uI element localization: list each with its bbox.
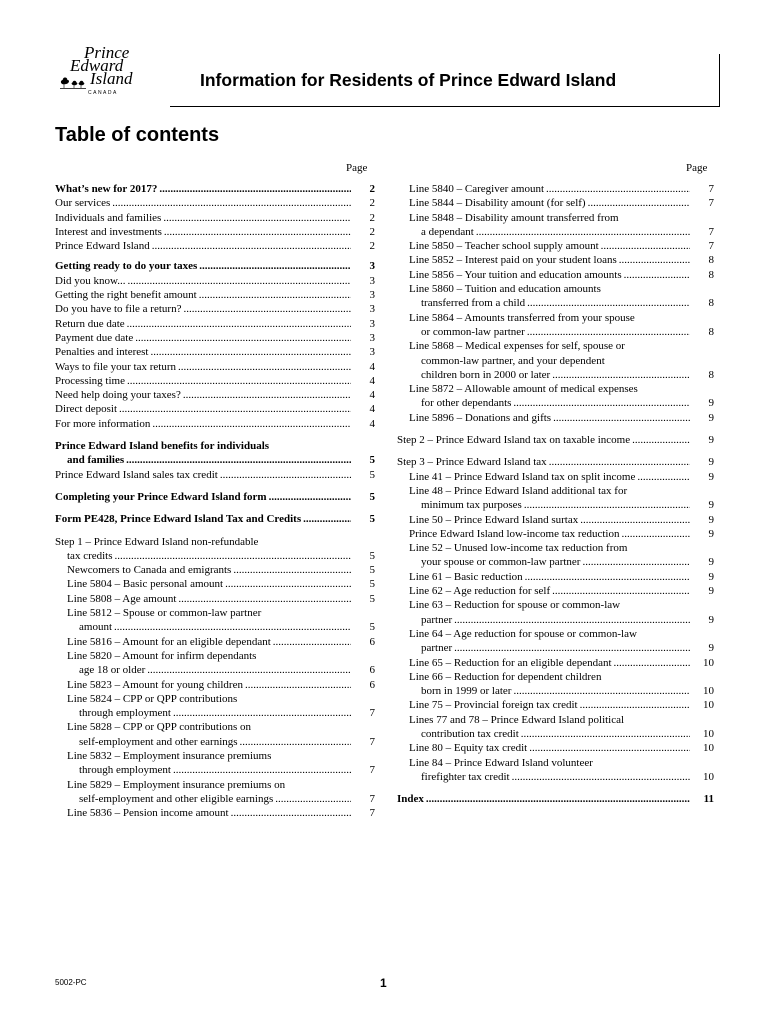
toc-entry-title: Line 80 – Equity tax credit xyxy=(409,742,528,755)
toc-entry-title: Interest and investments xyxy=(55,225,162,238)
toc-entry-title: amount xyxy=(79,621,112,634)
toc-page-number: 8 xyxy=(708,268,714,281)
toc-entry-title: contribution tax credit xyxy=(421,727,519,740)
toc-entry[interactable] xyxy=(55,453,375,467)
dot-leader xyxy=(521,727,690,741)
dot-leader xyxy=(163,211,351,225)
toc-entry-title: Line 5836 – Pension income amount xyxy=(67,807,229,820)
toc-entry-title: transferred from a child xyxy=(421,297,526,310)
toc-entry[interactable] xyxy=(397,684,714,698)
toc-entry[interactable] xyxy=(397,527,714,541)
toc-entry-title: minimum tax purposes xyxy=(421,499,522,512)
toc-entry-title: Getting ready to do your taxes xyxy=(55,260,198,273)
toc-entry[interactable] xyxy=(55,417,375,431)
toc-page-number: 9 xyxy=(708,642,714,655)
toc-entry[interactable] xyxy=(397,584,714,598)
dot-leader xyxy=(173,763,351,777)
toc-entry-continued: Line 5812 – Spouse or common-law partner xyxy=(67,607,262,620)
toc-entry[interactable] xyxy=(397,498,714,512)
dot-leader xyxy=(115,549,351,563)
dot-leader xyxy=(529,741,690,755)
toc-entry-continued: Line 5829 – Employment insurance premiums on xyxy=(67,778,286,791)
toc-page-number: 5 xyxy=(369,564,375,577)
toc-entry[interactable] xyxy=(55,196,375,210)
toc-entry[interactable] xyxy=(397,296,714,310)
dot-leader xyxy=(147,663,351,677)
toc-entry-title: Line 5896 – Donations and gifts xyxy=(409,411,552,424)
toc-entry-continued: Line 48 – Prince Edward Island additional tax for xyxy=(409,484,628,497)
toc-entry[interactable] xyxy=(397,698,714,712)
toc-page-number: 10 xyxy=(703,727,714,740)
toc-entry[interactable] xyxy=(55,345,375,359)
toc-page-number: 4 xyxy=(369,403,375,416)
toc-right-column xyxy=(397,182,714,806)
dot-leader xyxy=(527,296,690,310)
toc-entry[interactable] xyxy=(397,570,714,584)
toc-page-number: 9 xyxy=(708,513,714,526)
toc-entry[interactable] xyxy=(397,239,714,253)
toc-entry-continued: Line 5828 – CPP or QPP contributions on xyxy=(67,721,252,734)
toc-entry-title: Line 5804 – Basic personal amount xyxy=(67,578,224,591)
dot-leader xyxy=(233,563,351,577)
dot-leader xyxy=(220,468,351,482)
dot-leader xyxy=(580,698,690,712)
dot-leader xyxy=(632,433,690,447)
toc-entry-title: Individuals and families xyxy=(55,211,162,224)
toc-entry-continued: Line 5820 – Amount for infirm dependants xyxy=(67,649,257,662)
toc-entry-continued: common-law partner, and your dependent xyxy=(421,354,605,367)
page-column-label-left: Page xyxy=(346,162,368,174)
toc-entry[interactable] xyxy=(55,490,375,504)
toc-entry-title: Getting the right benefit amount xyxy=(55,289,197,302)
toc-entry[interactable] xyxy=(55,592,375,606)
toc-entry-continued: Line 5848 – Disability amount transferred from xyxy=(409,211,619,224)
toc-entry-title: Line 65 – Reduction for an eligible dependant xyxy=(409,656,612,669)
dot-leader xyxy=(199,259,351,273)
document-title: Information for Residents of Prince Edward Island xyxy=(200,70,617,90)
toc-entry-title: Return due date xyxy=(55,317,125,330)
toc-entry[interactable] xyxy=(397,656,714,670)
toc-page-number: 7 xyxy=(708,183,714,195)
dot-leader xyxy=(119,402,351,416)
toc-page-number: 11 xyxy=(703,793,714,806)
dot-leader xyxy=(273,635,351,649)
toc-entry[interactable] xyxy=(55,302,375,316)
toc-page-number: 9 xyxy=(708,411,714,424)
toc-entry[interactable] xyxy=(397,741,714,755)
toc-entry-continued: Line 66 – Reduction for dependent children xyxy=(409,670,602,683)
dot-leader xyxy=(269,490,351,504)
toc-page-number: 6 xyxy=(369,678,375,691)
dot-leader xyxy=(524,498,690,512)
toc-entry[interactable] xyxy=(55,374,375,388)
toc-entry-title: through employment xyxy=(79,764,171,777)
toc-heading: Table of contents xyxy=(55,124,220,146)
toc-page-number: 9 xyxy=(708,527,714,540)
toc-page-number: 5 xyxy=(369,490,375,503)
toc-entry[interactable] xyxy=(55,577,375,591)
toc-entry-title: Line 5840 – Caregiver amount xyxy=(409,183,545,195)
header-rule-vertical xyxy=(719,54,720,106)
toc-entry[interactable] xyxy=(397,433,714,447)
toc-page-number: 9 xyxy=(708,585,714,598)
dot-leader xyxy=(549,455,690,469)
toc-entry[interactable] xyxy=(397,368,714,382)
toc-entry[interactable] xyxy=(55,402,375,416)
toc-entry[interactable] xyxy=(55,678,375,692)
toc-entry[interactable] xyxy=(397,182,714,196)
toc-page-number: 3 xyxy=(369,346,375,359)
toc-entry-title: your spouse or common-law partner xyxy=(421,556,581,569)
toc-page-number: 9 xyxy=(708,434,714,447)
toc-entry-continued: Line 5824 – CPP or QPP contributions xyxy=(67,692,238,705)
toc-page-number: 7 xyxy=(369,707,375,720)
toc-entry-title: Line 5816 – Amount for an eligible dependant xyxy=(67,635,271,648)
toc-entry-title: Payment due date xyxy=(55,331,134,344)
toc-page-number: 3 xyxy=(369,274,375,287)
toc-entry-continued: Line 5860 – Tuition and education amounts xyxy=(409,283,601,296)
toc-entry[interactable] xyxy=(55,792,375,806)
toc-page-number: 3 xyxy=(369,289,375,302)
toc-entry[interactable] xyxy=(397,325,714,339)
toc-page-number: 4 xyxy=(369,389,375,402)
document-header xyxy=(55,40,720,110)
toc-page-number: 5 xyxy=(369,468,375,481)
toc-page-number: 3 xyxy=(369,331,375,344)
dot-leader xyxy=(152,417,351,431)
dot-leader xyxy=(127,274,351,288)
dot-leader xyxy=(199,288,351,302)
dot-leader xyxy=(601,239,690,253)
logo-text-canada: CANADA xyxy=(88,90,118,96)
toc-page-number: 8 xyxy=(708,297,714,310)
toc-entry[interactable] xyxy=(55,735,375,749)
dot-leader xyxy=(127,317,351,331)
toc-page-number: 2 xyxy=(369,240,375,253)
toc-page-number: 7 xyxy=(708,240,714,253)
toc-entry-title: Completing your Prince Edward Island form xyxy=(55,490,267,503)
pei-logo xyxy=(60,45,150,100)
toc-entry[interactable] xyxy=(55,806,375,820)
toc-page-number: 5 xyxy=(369,549,375,562)
toc-entry-title: Did you know... xyxy=(55,274,126,287)
toc-entry[interactable] xyxy=(397,641,714,655)
toc-entry-title: Form PE428, Prince Edward Island Tax and Credits xyxy=(55,513,302,526)
dot-leader xyxy=(231,806,351,820)
toc-entry-title: self-employment and other eligible earnings xyxy=(79,792,274,805)
toc-page-number: 7 xyxy=(708,225,714,238)
toc-entry-title: age 18 or older xyxy=(79,664,146,677)
toc-page-number: 6 xyxy=(369,664,375,677)
logo-text-island: Island xyxy=(90,69,133,88)
toc-page-number: 8 xyxy=(708,325,714,338)
toc-entry-title: partner xyxy=(421,642,453,655)
toc-entry-title: partner xyxy=(421,613,453,626)
toc-entry-title: Prince Edward Island sales tax credit xyxy=(55,468,218,481)
toc-entry-title: Our services xyxy=(55,197,111,210)
toc-entry-continued: Line 5864 – Amounts transferred from your spouse xyxy=(409,311,635,324)
toc-entry[interactable] xyxy=(397,613,714,627)
toc-page-number: 7 xyxy=(369,792,375,805)
toc-entry-title: Need help doing your taxes? xyxy=(55,389,181,402)
dot-leader xyxy=(454,641,690,655)
toc-entry[interactable] xyxy=(397,411,714,425)
dot-leader xyxy=(426,792,690,806)
toc-page-number: 9 xyxy=(708,556,714,569)
toc-entry[interactable] xyxy=(55,288,375,302)
toc-entry-title: Line 5823 – Amount for young children xyxy=(67,678,243,691)
toc-entry[interactable] xyxy=(55,620,375,634)
dot-leader xyxy=(580,513,690,527)
toc-entry[interactable] xyxy=(55,239,375,253)
dot-leader xyxy=(582,555,690,569)
toc-entry-title: Prince Edward Island low-income tax reduction xyxy=(409,527,620,540)
dot-leader xyxy=(126,453,351,467)
toc-entry[interactable] xyxy=(55,388,375,402)
toc-page-number: 7 xyxy=(369,764,375,777)
toc-entry-title: tax credits xyxy=(67,549,113,562)
toc-entry[interactable] xyxy=(55,635,375,649)
dot-leader xyxy=(173,706,351,720)
toc-entry-continued: Line 5868 – Medical expenses for self, spouse or xyxy=(409,340,625,353)
toc-page-number: 5 xyxy=(369,592,375,605)
dot-leader xyxy=(553,411,690,425)
dot-leader xyxy=(527,325,690,339)
toc-entry[interactable] xyxy=(55,182,375,196)
dot-leader xyxy=(624,268,690,282)
toc-page-number: 3 xyxy=(369,303,375,316)
dot-leader xyxy=(240,735,351,749)
dot-leader xyxy=(152,239,351,253)
toc-page-number: 10 xyxy=(703,699,714,712)
toc-entry[interactable] xyxy=(397,727,714,741)
toc-entry[interactable] xyxy=(397,455,714,469)
toc-page-number: 7 xyxy=(708,197,714,210)
toc-page-number: 2 xyxy=(369,225,375,238)
toc-page-number: 4 xyxy=(369,374,375,387)
toc-left-column xyxy=(55,182,375,820)
toc-page-number: 4 xyxy=(369,360,375,373)
toc-entry-title: Line 5852 – Interest paid on your student loans xyxy=(409,254,617,267)
toc-entry[interactable] xyxy=(55,331,375,345)
toc-entry[interactable] xyxy=(55,259,375,273)
toc-entry-title: Prince Edward Island xyxy=(55,240,150,253)
toc-page-number: 9 xyxy=(708,613,714,626)
toc-entry-title: Line 75 – Provincial foreign tax credit xyxy=(409,699,578,712)
dot-leader xyxy=(225,577,351,591)
dot-leader xyxy=(178,360,351,374)
dot-leader xyxy=(245,678,351,692)
toc-page-number: 9 xyxy=(708,499,714,512)
toc-page-number: 4 xyxy=(369,417,375,430)
page-number: 1 xyxy=(380,976,387,990)
dot-leader xyxy=(546,182,690,196)
toc-entry-title: Ways to file your tax return xyxy=(55,360,176,373)
toc-entry-continued: Line 5872 – Allowable amount of medical expenses xyxy=(409,383,638,396)
dot-leader xyxy=(150,345,351,359)
toc-entry[interactable] xyxy=(397,253,714,267)
toc-page-number: 10 xyxy=(703,685,714,698)
dot-leader xyxy=(476,225,690,239)
toc-entry[interactable] xyxy=(55,274,375,288)
toc-entry[interactable] xyxy=(397,196,714,210)
toc-entry-title: Do you have to file a return? xyxy=(55,303,182,316)
toc-entry-title: Line 5856 – Your tuition and education amounts xyxy=(409,268,622,281)
dot-leader xyxy=(552,584,690,598)
toc-page-number: 5 xyxy=(369,621,375,634)
toc-entry-continued: Line 64 – Age reduction for spouse or common-law xyxy=(409,627,637,640)
form-code: 5002-PC xyxy=(55,978,87,987)
dot-leader xyxy=(114,620,351,634)
tree-icon xyxy=(60,75,86,89)
dot-leader xyxy=(552,368,690,382)
toc-entry-continued: Prince Edward Island benefits for individuals xyxy=(55,440,270,453)
dot-leader xyxy=(513,396,690,410)
toc-entry-title: Line 62 – Age reduction for self xyxy=(409,585,551,598)
toc-entry[interactable] xyxy=(55,468,375,482)
toc-entry-title: or common-law partner xyxy=(421,325,525,338)
toc-entry-title: firefighter tax credit xyxy=(421,770,510,783)
toc-entry-title: Index xyxy=(397,793,424,806)
toc-page-number: 2 xyxy=(369,211,375,224)
toc-page-number: 3 xyxy=(369,260,375,273)
toc-page-number: 3 xyxy=(369,317,375,330)
dot-leader xyxy=(513,684,690,698)
toc-page-number: 7 xyxy=(369,735,375,748)
toc-entry[interactable] xyxy=(397,770,714,784)
toc-page-number: 9 xyxy=(708,397,714,410)
toc-page-number: 9 xyxy=(708,470,714,483)
dot-leader xyxy=(619,253,690,267)
toc-entry[interactable] xyxy=(55,225,375,239)
toc-entry[interactable] xyxy=(397,470,714,484)
dot-leader xyxy=(588,196,690,210)
toc-entry-title: through employment xyxy=(79,707,171,720)
toc-entry[interactable] xyxy=(55,549,375,563)
toc-entry-continued: Lines 77 and 78 – Prince Edward Island political xyxy=(409,713,625,726)
toc-page-number: 6 xyxy=(369,635,375,648)
toc-entry-title: Line 41 – Prince Edward Island tax on split income xyxy=(409,470,636,483)
header-rule xyxy=(170,106,720,107)
toc-page-number: 10 xyxy=(703,742,714,755)
toc-entry-title: Step 2 – Prince Edward Island tax on taxable income xyxy=(397,434,631,447)
toc-entry-title: Processing time xyxy=(55,374,125,387)
toc-entry-continued: Step 1 – Prince Edward Island non-refundable xyxy=(55,535,259,548)
toc-page-number: 5 xyxy=(369,454,375,467)
toc-entry-title: Line 5808 – Age amount xyxy=(67,592,177,605)
page-column-label-right: Page xyxy=(686,162,708,174)
toc-entry-continued: Line 5832 – Employment insurance premiums xyxy=(67,749,272,762)
dot-leader xyxy=(135,331,351,345)
toc-page-number: 8 xyxy=(708,254,714,267)
dot-leader xyxy=(637,470,690,484)
toc-entry[interactable] xyxy=(55,706,375,720)
dot-leader xyxy=(164,225,351,239)
toc-entry-continued: Line 84 – Prince Edward Island volunteer xyxy=(409,756,593,769)
dot-leader xyxy=(614,656,690,670)
toc-entry-title: Step 3 – Prince Edward Island tax xyxy=(397,456,547,469)
toc-entry-title: a dependant xyxy=(421,225,474,238)
toc-page-number: 5 xyxy=(369,513,375,526)
toc-entry[interactable] xyxy=(55,663,375,677)
logo-text-prince: Prince xyxy=(84,43,130,62)
dot-leader xyxy=(621,527,690,541)
dot-leader xyxy=(127,374,351,388)
toc-page-number: 2 xyxy=(369,183,375,195)
toc-entry-title: born in 1999 or later xyxy=(421,685,512,698)
toc-page-number: 5 xyxy=(369,578,375,591)
toc-entry-title: self-employment and other earnings xyxy=(79,735,238,748)
toc-entry[interactable] xyxy=(397,268,714,282)
toc-entry-continued: Line 52 – Unused low-income tax reduction from xyxy=(409,542,628,555)
toc-entry[interactable] xyxy=(397,513,714,527)
toc-page-number: 8 xyxy=(708,368,714,381)
toc-entry-title: Penalties and interest xyxy=(55,346,149,359)
toc-entry[interactable] xyxy=(397,792,714,806)
toc-entry[interactable] xyxy=(55,563,375,577)
toc-entry-title: Line 5850 – Teacher school supply amount xyxy=(409,240,599,253)
toc-entry-title: What’s new for 2017? xyxy=(55,183,158,195)
dot-leader xyxy=(525,570,690,584)
toc-page-number: 10 xyxy=(703,656,714,669)
toc-page-number: 7 xyxy=(369,807,375,820)
toc-entry[interactable] xyxy=(397,396,714,410)
toc-page-number: 2 xyxy=(369,197,375,210)
toc-entry-title: Newcomers to Canada and emigrants xyxy=(67,564,232,577)
toc-entry[interactable] xyxy=(55,317,375,331)
toc-entry-title: Line 5844 – Disability amount (for self) xyxy=(409,197,586,210)
dot-leader xyxy=(159,182,351,196)
dot-leader xyxy=(303,512,351,526)
logo-text-edward: Edward xyxy=(70,56,124,75)
dot-leader xyxy=(454,613,690,627)
dot-leader xyxy=(183,302,351,316)
dot-leader xyxy=(178,592,351,606)
toc-entry[interactable] xyxy=(55,360,375,374)
toc-entry-title: children born in 2000 or later xyxy=(421,368,551,381)
toc-entry-title: Line 61 – Basic reduction xyxy=(409,570,523,583)
dot-leader xyxy=(512,770,690,784)
toc-entry-title: and families xyxy=(67,454,125,467)
toc-entry-continued: Line 63 – Reduction for spouse or common-law xyxy=(409,599,621,612)
toc-entry[interactable] xyxy=(397,555,714,569)
toc-entry-title: Direct deposit xyxy=(55,403,118,416)
dot-leader xyxy=(183,388,351,402)
toc-page-number: 9 xyxy=(708,570,714,583)
toc-entry-title: for other dependants xyxy=(421,397,512,410)
toc-entry[interactable] xyxy=(397,225,714,239)
toc-page-number: 9 xyxy=(708,456,714,469)
toc-entry[interactable] xyxy=(55,512,375,526)
toc-entry[interactable] xyxy=(55,211,375,225)
toc-entry[interactable] xyxy=(55,763,375,777)
dot-leader xyxy=(275,792,351,806)
dot-leader xyxy=(112,196,351,210)
toc-page-number: 10 xyxy=(703,770,714,783)
toc-entry-title: For more information xyxy=(55,417,151,430)
toc-entry-title: Line 50 – Prince Edward Island surtax xyxy=(409,513,579,526)
